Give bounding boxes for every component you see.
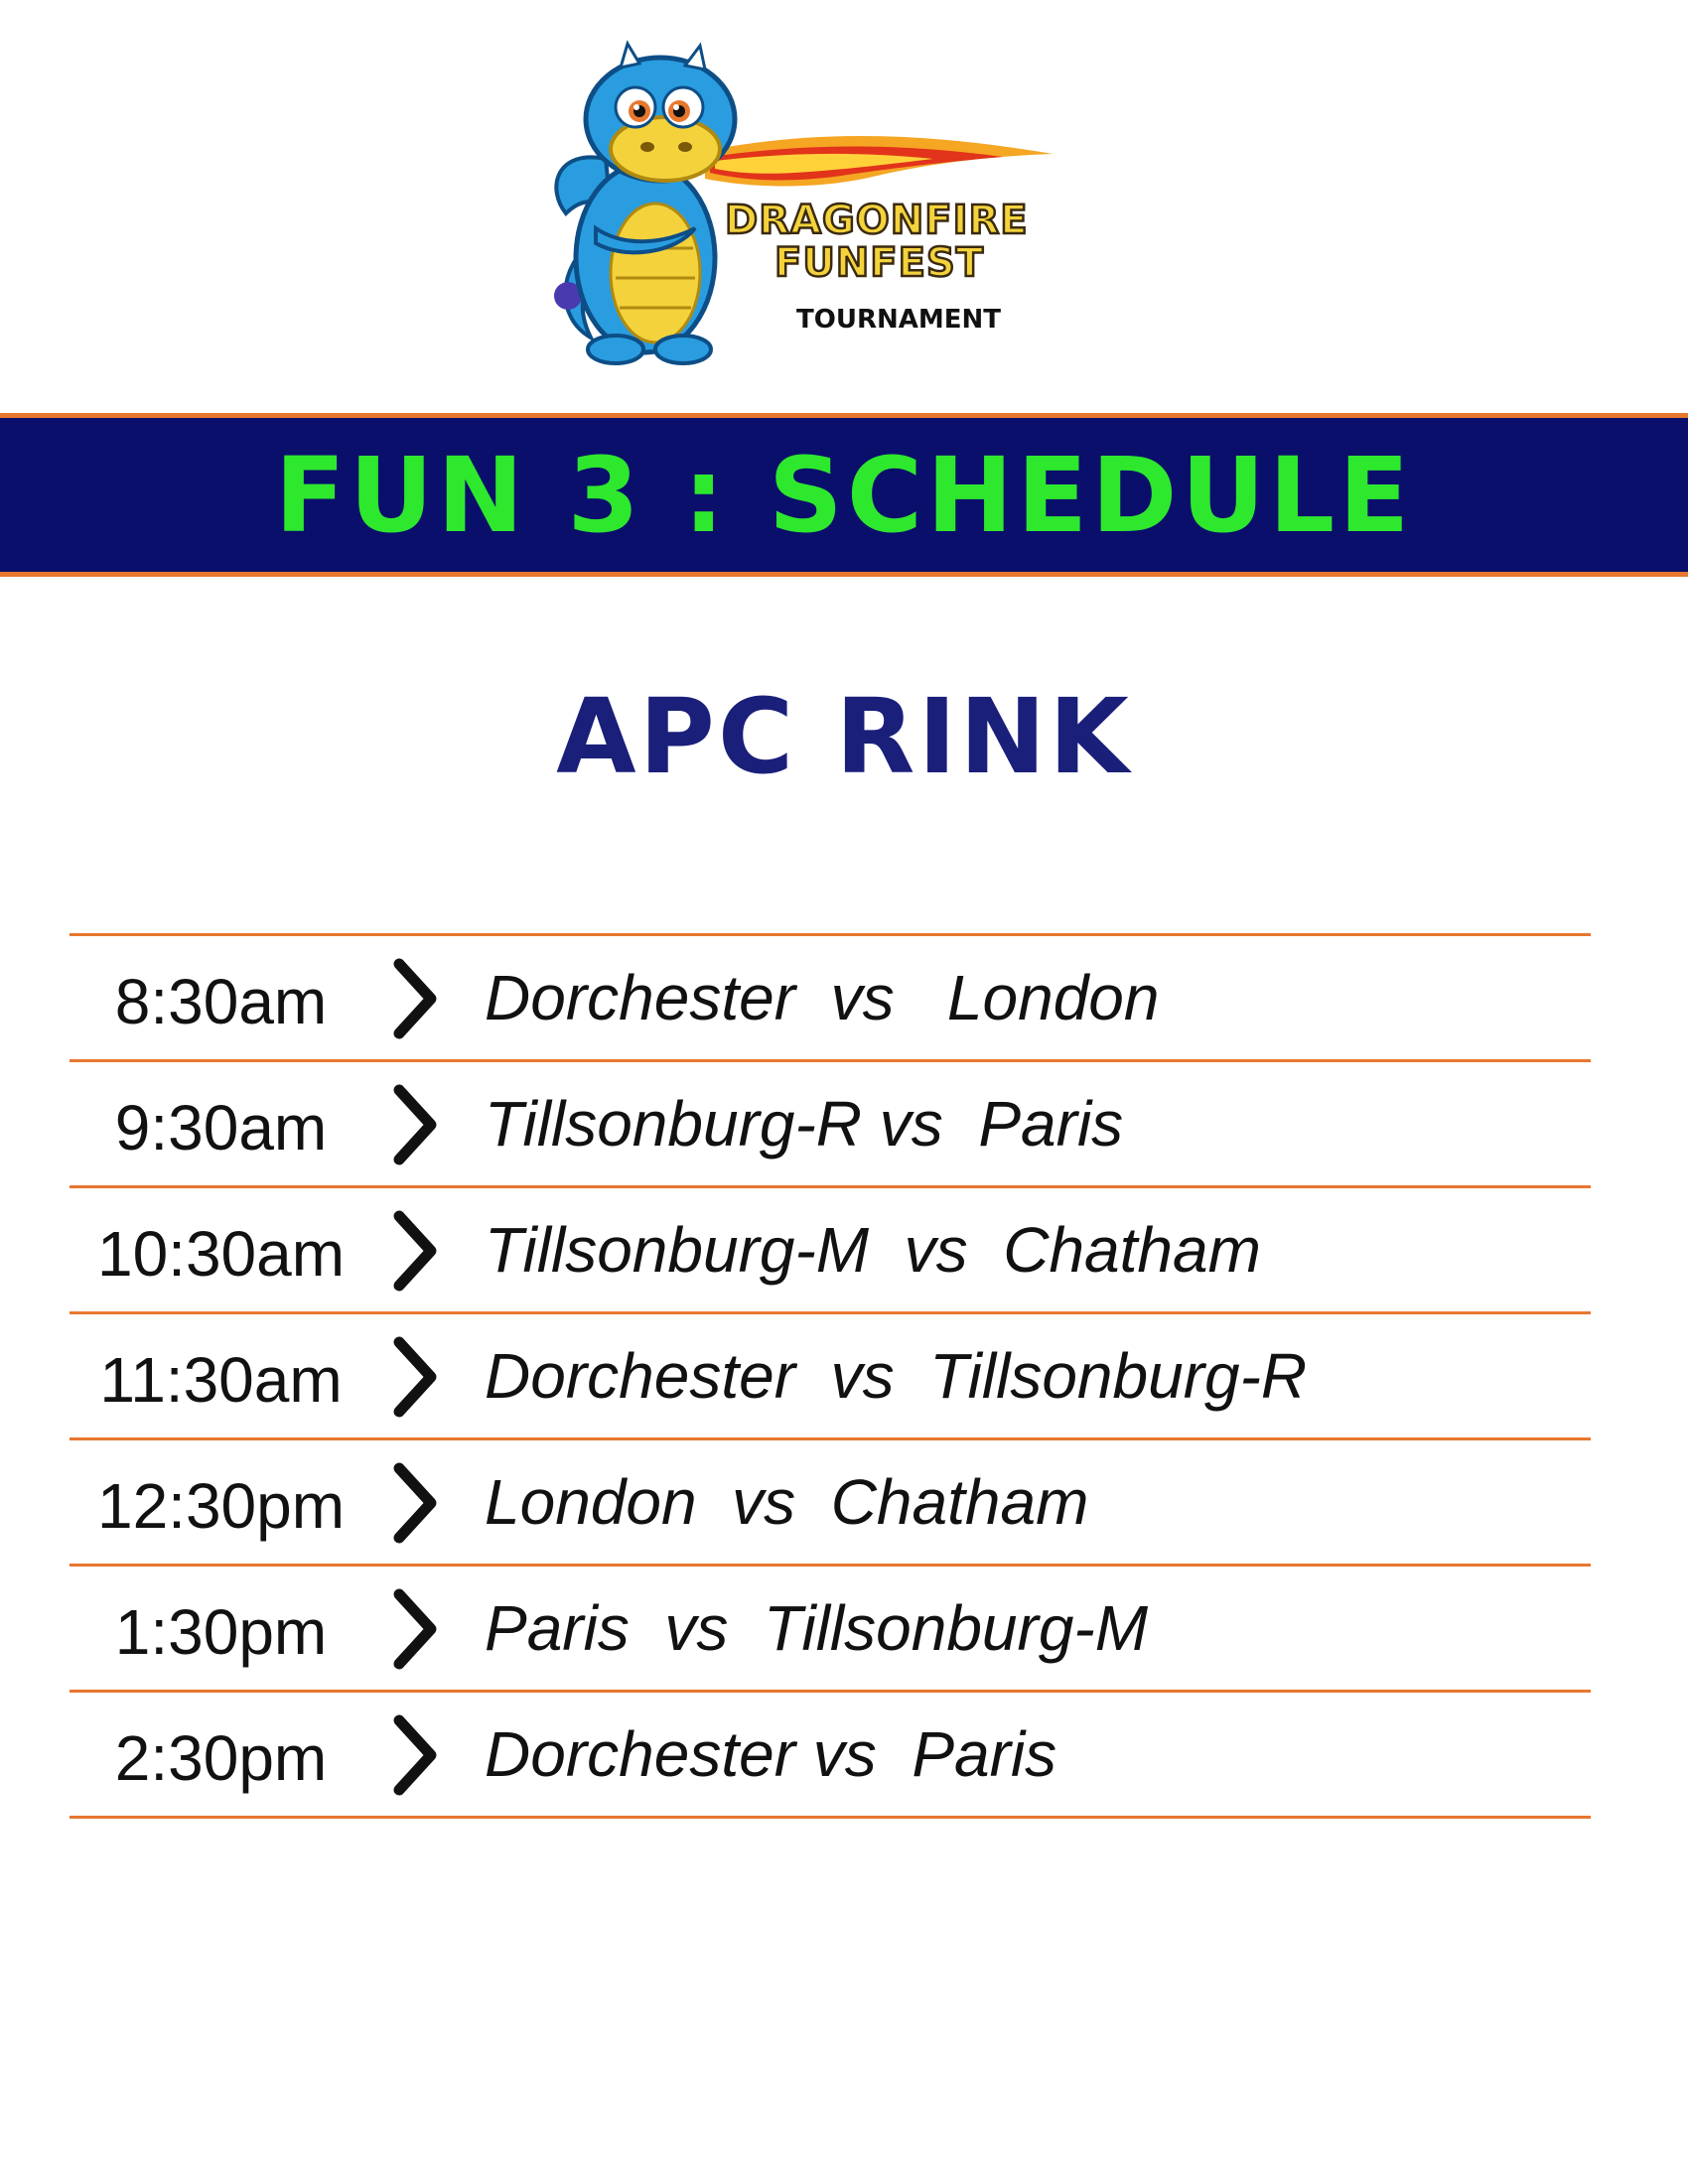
schedule-row [70, 936, 1591, 1062]
logo-line2: FUNFEST [774, 240, 985, 286]
schedule-list [70, 933, 1591, 1819]
game-matchup: Tillsonburg-M vs Chatham [485, 1214, 1261, 1286]
chevron-right-icon [385, 1462, 445, 1544]
game-matchup: Tillsonburg-R vs Paris [485, 1088, 1124, 1160]
game-time: 10:30am [96, 1218, 346, 1290]
chevron-right-icon [385, 1714, 445, 1796]
chevron-right-icon [385, 1210, 445, 1292]
page-title: FUN 3 : SCHEDULE [274, 434, 1414, 556]
chevron-right-icon [385, 1588, 445, 1670]
game-matchup: Dorchester vs London [485, 962, 1160, 1033]
dragonfire-funfest-logo [536, 40, 1132, 397]
logo-line3: TOURNAMENT [796, 305, 1001, 335]
chevron-right-icon [385, 1084, 445, 1165]
schedule-row [70, 1567, 1591, 1693]
dragon-mascot-icon [536, 40, 1132, 397]
logo-line1: DRAGONFIRE [725, 198, 1029, 243]
game-time: 1:30pm [114, 1596, 328, 1668]
schedule-row [70, 1314, 1591, 1440]
title-banner [0, 413, 1688, 577]
chevron-right-icon [385, 958, 445, 1039]
schedule-row [70, 1693, 1591, 1819]
game-matchup: Dorchester vs Tillsonburg-R [485, 1340, 1308, 1412]
schedule-row [70, 1062, 1591, 1188]
rink-heading: APC RINK [556, 676, 1132, 797]
game-time: 12:30pm [96, 1470, 346, 1542]
schedule-row [70, 1188, 1591, 1314]
game-time: 8:30am [114, 966, 328, 1037]
game-time: 11:30am [99, 1344, 343, 1416]
chevron-right-icon [385, 1336, 445, 1418]
game-matchup: Dorchester vs Paris [485, 1718, 1057, 1790]
schedule-row [70, 1440, 1591, 1567]
game-time: 2:30pm [114, 1722, 328, 1794]
game-matchup: Paris vs Tillsonburg-M [485, 1592, 1149, 1664]
game-time: 9:30am [114, 1092, 328, 1163]
game-matchup: London vs Chatham [485, 1466, 1089, 1538]
